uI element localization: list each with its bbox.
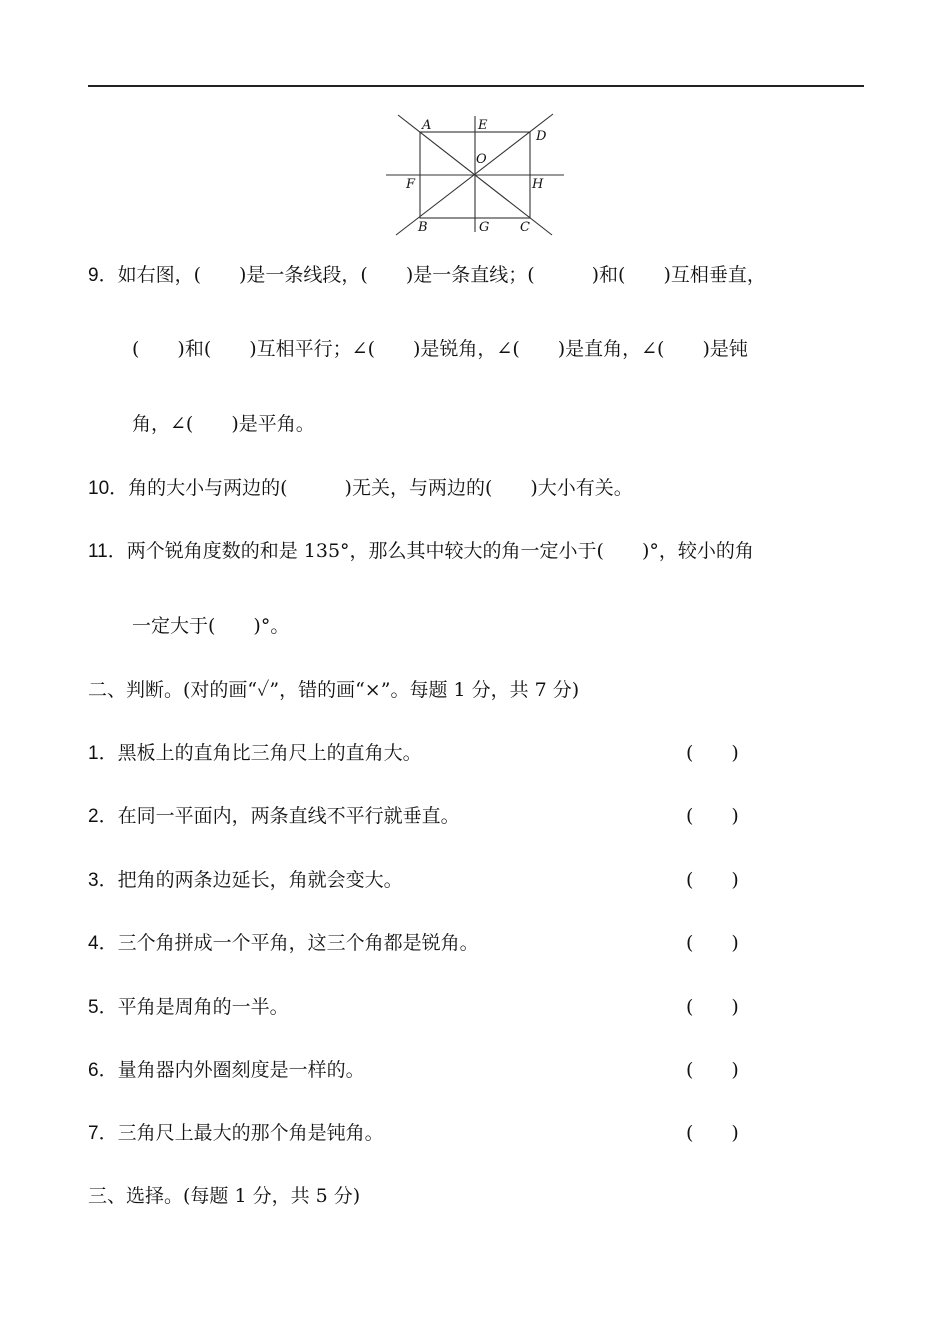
label-a: A: [422, 118, 432, 133]
q11-line-2: 一定大于( )°。: [132, 615, 290, 637]
judge-item-1: 1．黑板上的直角比三角尺上的直角大。: [88, 742, 422, 764]
judge-item-5: 5．平角是周角的一半。: [88, 996, 289, 1018]
geometry-figure: [382, 110, 568, 240]
judge-item-6: 6．量角器内外圈刻度是一样的。: [88, 1059, 365, 1081]
judge-answer-blank-2[interactable]: ( ): [686, 805, 739, 827]
judge-answer-blank-6[interactable]: ( ): [686, 1059, 739, 1081]
q11-line-1: [88, 538, 754, 565]
label-g: G: [479, 220, 490, 235]
judge-answer-blank-7[interactable]: ( ): [686, 1122, 739, 1144]
q10-number: 10．: [88, 478, 129, 499]
judge-item-7: 7．三角尺上最大的那个角是钝角。: [88, 1122, 384, 1144]
q10-text: 角的大小与两边的( )无关，与两边的( )大小有关。: [128, 477, 633, 499]
q11-text-1: 两个锐角度数的和是 135°，那么其中较大的角一定小于( )°，较小的角: [126, 540, 754, 562]
judge-answer-blank-5[interactable]: ( ): [686, 996, 739, 1018]
label-e: E: [478, 118, 488, 133]
label-c: C: [520, 220, 530, 235]
q9-text-1: 如右图，( )是一条线段，( )是一条直线；( )和( )互相垂直，: [117, 264, 766, 286]
q9-number: 9．: [88, 265, 118, 286]
judge-heading: 二、判断。(对的画“✓”，错的画“×”。每题 1 分，共 7 分): [88, 679, 580, 701]
label-h: H: [532, 177, 544, 192]
q9-line-1: [88, 262, 766, 289]
judge-answer-blank-3[interactable]: ( ): [686, 869, 739, 891]
judge-item-3: 3．把角的两条边延长，角就会变大。: [88, 869, 403, 891]
judge-item-4: 4．三个角拼成一个平角，这三个角都是锐角。: [88, 932, 479, 954]
label-o: O: [476, 152, 487, 167]
judge-item-2: 2．在同一平面内，两条直线不平行就垂直。: [88, 805, 460, 827]
choice-heading: 三、选择。(每题 1 分，共 5 分): [88, 1185, 361, 1207]
judge-answer-blank-1[interactable]: ( ): [686, 742, 739, 764]
top-rule: [88, 85, 864, 87]
label-d: D: [536, 129, 547, 144]
q11-number: 11．: [88, 541, 127, 562]
label-f: F: [406, 177, 416, 192]
q9-line-3: 角，∠( )是平角。: [132, 413, 315, 435]
label-b: B: [418, 220, 428, 235]
judge-answer-blank-4[interactable]: ( ): [686, 932, 739, 954]
q9-line-2: ( )和( )互相平行；∠( )是锐角，∠( )是直角，∠( )是钝: [132, 338, 748, 360]
q10-line: [88, 475, 633, 502]
